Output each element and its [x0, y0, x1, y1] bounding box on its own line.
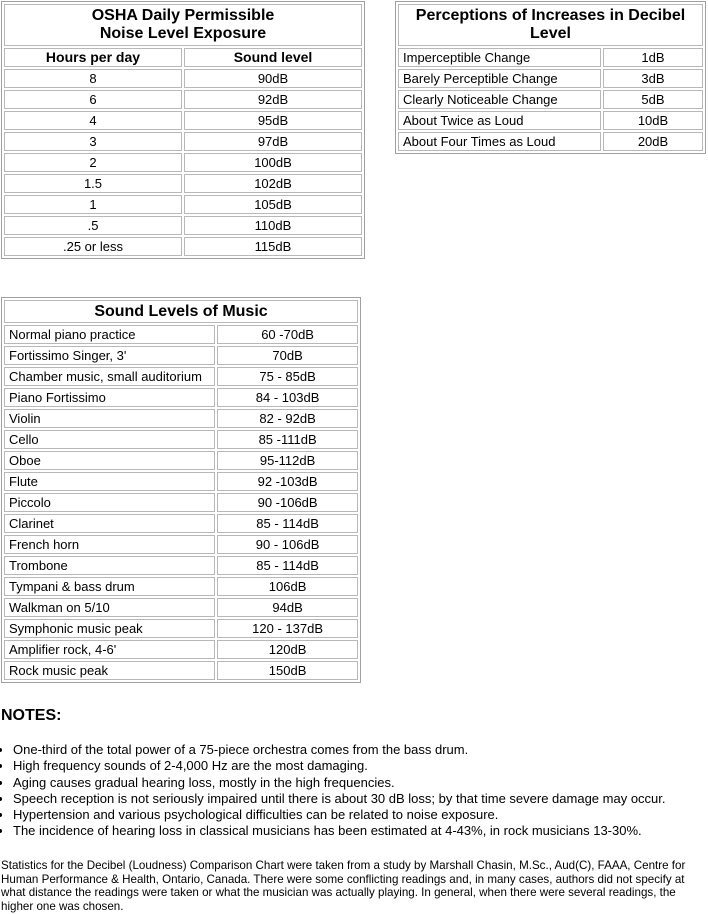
table-row: [4, 69, 362, 88]
hours-cell: 1: [4, 195, 182, 214]
music-value-cell: 120dB: [217, 640, 358, 659]
table-row: [4, 619, 358, 638]
music-label-cell: French horn: [4, 535, 215, 554]
perceptions-table-title: Perceptions of Increases in Decibel Level: [398, 4, 703, 46]
notes-list: [0, 742, 703, 840]
osha-exposure-table: [1, 1, 365, 259]
music-label-cell: Chamber music, small auditorium: [4, 367, 215, 386]
hours-cell: 2: [4, 153, 182, 172]
list-item: • Aging causes gradual hearing loss, mostly in the high frequencies.: [13, 775, 703, 791]
list-item: • High frequency sounds of 2-4,000 Hz are the most damaging.: [13, 758, 703, 774]
list-item: • Speech reception is not seriously impaired until there is about 30 dB loss; by that time severe damage may occur.: [13, 791, 703, 807]
table-row: [4, 514, 358, 533]
music-label-cell: Symphonic music peak: [4, 619, 215, 638]
hours-cell: 6: [4, 90, 182, 109]
music-label-cell: Piano Fortissimo: [4, 388, 215, 407]
table-row: [4, 132, 362, 151]
table-row: [4, 430, 358, 449]
hours-cell: .5: [4, 216, 182, 235]
music-value-cell: 75 - 85dB: [217, 367, 358, 386]
table-row: [4, 556, 358, 575]
music-value-cell: 82 - 92dB: [217, 409, 358, 428]
music-label-cell: Walkman on 5/10: [4, 598, 215, 617]
table-row: [4, 325, 358, 344]
osha-title-line2: Noise Level Exposure: [99, 25, 267, 42]
music-value-cell: 120 - 137dB: [217, 619, 358, 638]
osha-table-body: [4, 69, 362, 256]
footnote: Statistics for the Decibel (Loudness) Comparison Chart were taken from a study by Marshall Chasin, M.Sc., Aud(C), FAAA, Centre for Human Performance & Health, Ontario, Canada. There were some conflicting readings and, in many cases, authors did not specify at what distance the readings were taken or what the musician was actually playing. In general, when there were several readings, the higher one was chosen.: [1, 859, 686, 913]
table-row: [4, 90, 362, 109]
table-row: [398, 90, 703, 109]
table-row: [4, 451, 358, 470]
table-row: [4, 493, 358, 512]
perception-label-cell: Imperceptible Change: [398, 48, 601, 67]
table-row: [4, 346, 358, 365]
music-label-cell: Piccolo: [4, 493, 215, 512]
table-row: [398, 132, 703, 151]
music-levels-table: [1, 297, 361, 683]
table-row: [4, 153, 362, 172]
list-item: • Hypertension and various psychological difficulties can be related to noise exposure.: [13, 807, 703, 823]
music-label-cell: Cello: [4, 430, 215, 449]
music-value-cell: 84 - 103dB: [217, 388, 358, 407]
music-value-cell: 106dB: [217, 577, 358, 596]
music-label-cell: Trombone: [4, 556, 215, 575]
osha-col-hours: Hours per day: [4, 48, 182, 67]
perception-value-cell: 20dB: [603, 132, 703, 151]
table-row: [398, 111, 703, 130]
table-row: [4, 237, 362, 256]
table-row: [4, 598, 358, 617]
music-label-cell: Rock music peak: [4, 661, 215, 680]
music-value-cell: 60 -70dB: [217, 325, 358, 344]
osha-col-sound: Sound level: [184, 48, 362, 67]
hours-cell: 8: [4, 69, 182, 88]
sound-level-cell: 115dB: [184, 237, 362, 256]
music-label-cell: Tympani & bass drum: [4, 577, 215, 596]
music-value-cell: 85 -111dB: [217, 430, 358, 449]
hours-cell: 3: [4, 132, 182, 151]
music-value-cell: 90 -106dB: [217, 493, 358, 512]
hours-cell: 1.5: [4, 174, 182, 193]
sound-level-cell: 110dB: [184, 216, 362, 235]
music-value-cell: 90 - 106dB: [217, 535, 358, 554]
table-row: [398, 48, 703, 67]
music-label-cell: Fortissimo Singer, 3': [4, 346, 215, 365]
osha-title-line1: OSHA Daily Permissible: [91, 7, 275, 24]
sound-level-cell: 97dB: [184, 132, 362, 151]
list-item: • One-third of the total power of a 75-piece orchestra comes from the bass drum.: [13, 742, 703, 758]
table-row: [4, 216, 362, 235]
music-value-cell: 85 - 114dB: [217, 514, 358, 533]
perception-label-cell: About Four Times as Loud: [398, 132, 601, 151]
list-item: • The incidence of hearing loss in classical musicians has been estimated at 4-43%, in rock musicians 13-30%.: [13, 823, 703, 839]
sound-level-cell: 95dB: [184, 111, 362, 130]
music-label-cell: Violin: [4, 409, 215, 428]
table-row: [4, 661, 358, 680]
sound-level-cell: 102dB: [184, 174, 362, 193]
hours-cell: 4: [4, 111, 182, 130]
table-row: [4, 535, 358, 554]
table-row: [4, 367, 358, 386]
osha-table-title: [4, 4, 362, 46]
table-row: [4, 472, 358, 491]
perception-value-cell: 5dB: [603, 90, 703, 109]
music-value-cell: 85 - 114dB: [217, 556, 358, 575]
perceptions-table: [395, 1, 706, 154]
music-label-cell: Normal piano practice: [4, 325, 215, 344]
table-row: [398, 69, 703, 88]
music-table-body: [4, 325, 358, 680]
music-label-cell: Clarinet: [4, 514, 215, 533]
table-row: [4, 577, 358, 596]
hours-cell: .25 or less: [4, 237, 182, 256]
music-value-cell: 92 -103dB: [217, 472, 358, 491]
music-value-cell: 70dB: [217, 346, 358, 365]
music-value-cell: 94dB: [217, 598, 358, 617]
music-label-cell: Amplifier rock, 4-6': [4, 640, 215, 659]
sound-level-cell: 105dB: [184, 195, 362, 214]
perception-value-cell: 3dB: [603, 69, 703, 88]
music-value-cell: 150dB: [217, 661, 358, 680]
perceptions-table-body: [398, 48, 703, 151]
perception-value-cell: 10dB: [603, 111, 703, 130]
notes-heading: NOTES:: [1, 707, 62, 724]
perception-value-cell: 1dB: [603, 48, 703, 67]
perception-label-cell: About Twice as Loud: [398, 111, 601, 130]
music-label-cell: Oboe: [4, 451, 215, 470]
sound-level-cell: 100dB: [184, 153, 362, 172]
music-value-cell: 95-112dB: [217, 451, 358, 470]
table-row: [4, 195, 362, 214]
perception-label-cell: Clearly Noticeable Change: [398, 90, 601, 109]
table-row: [4, 111, 362, 130]
table-row: [4, 409, 358, 428]
table-row: [4, 174, 362, 193]
music-label-cell: Flute: [4, 472, 215, 491]
table-row: [4, 640, 358, 659]
table-row: [4, 388, 358, 407]
sound-level-cell: 92dB: [184, 90, 362, 109]
music-table-title: Sound Levels of Music: [4, 300, 358, 323]
sound-level-cell: 90dB: [184, 69, 362, 88]
perception-label-cell: Barely Perceptible Change: [398, 69, 601, 88]
